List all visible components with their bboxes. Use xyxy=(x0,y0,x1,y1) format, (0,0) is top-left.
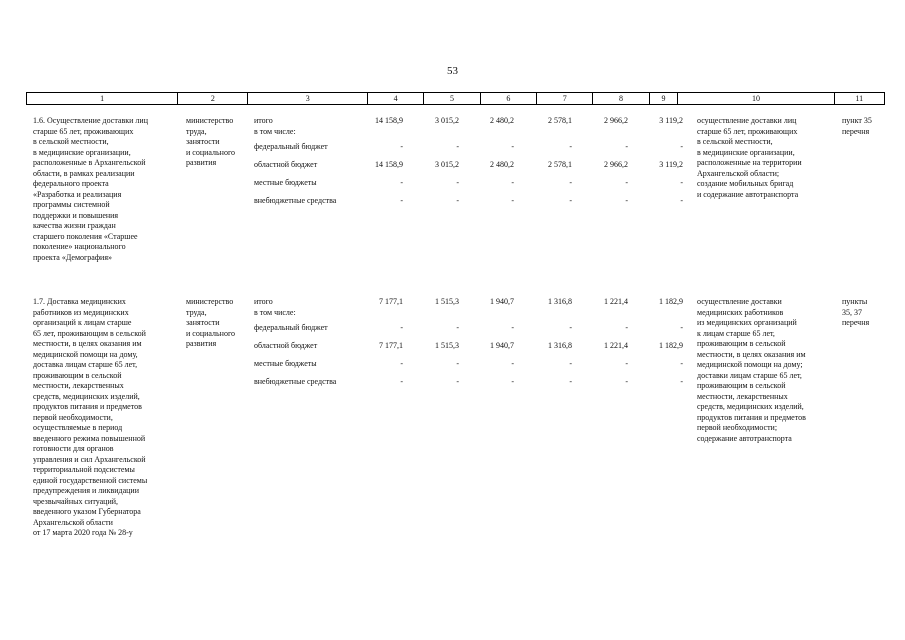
row-1-6-result-line: расположенные на территории xyxy=(697,158,802,167)
row-1-7-description-line: продуктов питания и предметов xyxy=(33,402,142,411)
row-1-6-description-line: качества жизни граждан xyxy=(33,221,116,230)
row-1-7-local-value: - xyxy=(400,358,403,368)
row-1-7-executor-line: труда, xyxy=(186,307,207,317)
row-1-7-funding-source: в том числе: xyxy=(254,307,296,317)
row-1-6-executor-line: министерство xyxy=(186,116,234,125)
row-1-6-description-line: старшего поколения «Старшее xyxy=(33,231,138,241)
row-1-6-executor-line: занятости xyxy=(186,137,220,146)
row-1-6-description-line: в медицинские организации, xyxy=(33,147,131,157)
row-1-6-result-line: Архангельской области; xyxy=(697,168,780,178)
row-1-7-description-line: проживающим в сельской xyxy=(33,370,122,380)
row-1-6-description-line: федерального проекта xyxy=(33,179,109,188)
row-1-7-total-value: 1 182,9 xyxy=(659,297,683,306)
row-1-7-result-line: продуктов питания и предметов xyxy=(697,412,806,422)
row-1-7-result-line: проживающим в сельской xyxy=(697,381,786,390)
row-1-7-regional-value: 1 221,4 xyxy=(604,341,628,351)
row-1-7-description-line: введенного режима повышенной xyxy=(33,433,146,443)
row-1-7-result-line: проживающим в сельской xyxy=(697,339,786,348)
row-1-6-extra-value: - xyxy=(511,195,514,205)
row-1-6-local-value: - xyxy=(680,177,683,187)
row-1-6-total-value: 3 119,2 xyxy=(659,116,683,125)
row-1-7-description-line: средств, медицинских изделий, xyxy=(33,391,140,401)
row-1-7-regional-value: 1 316,8 xyxy=(548,341,572,351)
row-1-6-total-value: 2 480,2 xyxy=(490,116,514,125)
row-1-7-description-line: чрезвычайных ситуаций, xyxy=(33,496,119,506)
row-1-6-total-value: 3 015,2 xyxy=(435,116,459,125)
row-1-6-federal-value: - xyxy=(456,142,459,152)
row-1-6-regional-value: 3 015,2 xyxy=(435,160,459,170)
row-1-6-extra-value: - xyxy=(680,195,683,205)
row-1-6-result-line: в медицинские организации, xyxy=(697,147,795,157)
row-1-7-executor-line: занятости xyxy=(186,318,220,327)
row-1-7-description-line: местности, в целях оказания им xyxy=(33,339,142,348)
row-1-7-executor-line: развития xyxy=(186,339,217,348)
row-1-7-extra-value: - xyxy=(456,376,459,386)
row-1-6-regional-value: 14 158,9 xyxy=(375,160,403,170)
header-col-4: 4 xyxy=(367,93,423,104)
row-1-6-extra-value: - xyxy=(456,195,459,205)
row-1-6-extra-value: - xyxy=(400,195,403,205)
row-1-6-result-line: осуществление доставки лиц xyxy=(697,116,797,125)
row-1-6-federal-value: - xyxy=(511,142,514,152)
header-col-2: 2 xyxy=(177,93,247,104)
row-1-7-result-line: местности, в целях оказания им xyxy=(697,349,806,359)
header-col-6: 6 xyxy=(480,93,536,104)
header-col-11: 11 xyxy=(834,93,884,104)
row-1-6-description-line: «Разработка и реализация xyxy=(33,189,122,199)
row-1-6-result-line: и содержание автотранспорта xyxy=(697,189,799,199)
row-1-6-funding-source: внебюджетные средства xyxy=(254,195,337,205)
row-1-6-funding-source: итого xyxy=(254,116,273,125)
row-1-6-executor-line: развития xyxy=(186,158,217,167)
row-1-6-local-value: - xyxy=(569,177,572,187)
row-1-7-result-line: первой необходимости; xyxy=(697,423,778,432)
row-1-6-description-line: поколение» национального xyxy=(33,242,126,251)
row-1-6-funding-source: местные бюджеты xyxy=(254,177,317,187)
row-1-7-result-line: доставки лицам старше 65 лет, xyxy=(697,370,802,380)
row-1-6-description-line: области, в рамках реализации xyxy=(33,168,135,178)
row-1-7-result-line: медицинских работников xyxy=(697,307,784,317)
row-1-6-executor-line: и социального xyxy=(186,147,236,157)
row-1-7-funding-source: внебюджетные средства xyxy=(254,376,337,386)
row-1-6-federal-value: - xyxy=(569,142,572,152)
row-1-6-extra-value: - xyxy=(569,195,572,205)
row-1-6-regional-value: 2 578,1 xyxy=(548,160,572,170)
row-1-6-federal-value: - xyxy=(400,142,403,152)
row-1-7-total-value: 7 177,1 xyxy=(379,297,403,306)
row-1-7-result-line: осуществление доставки xyxy=(697,297,782,306)
row-1-7-local-value: - xyxy=(680,358,683,368)
row-1-7-local-value: - xyxy=(511,358,514,368)
header-col-7: 7 xyxy=(536,93,592,104)
row-1-6-funding-source: в том числе: xyxy=(254,126,296,136)
row-1-6-description-line: расположенные в Архангельской xyxy=(33,158,146,167)
row-1-6-funding-source: федеральный бюджет xyxy=(254,142,328,152)
row-1-7-result-line: местности, лекарственных xyxy=(697,391,788,401)
row-1-6-result-line: старше 65 лет, проживающих xyxy=(697,126,798,136)
row-1-7-funding-source: итого xyxy=(254,297,273,306)
row-1-7-reference-line: 35, 37 xyxy=(842,307,862,317)
row-1-7-description-line: местности, лекарственных xyxy=(33,381,124,390)
row-1-7-extra-value: - xyxy=(511,376,514,386)
row-1-7-description-line: 65 лет, проживающим в сельской xyxy=(33,328,146,338)
row-1-7-executor-line: министерство xyxy=(186,297,234,306)
row-1-7-federal-value: - xyxy=(511,323,514,333)
row-1-7-federal-value: - xyxy=(456,323,459,333)
row-1-7-regional-value: 1 940,7 xyxy=(490,341,514,351)
row-1-7-extra-value: - xyxy=(680,376,683,386)
table-header-row xyxy=(26,92,885,105)
row-1-7-result-line: содержание автотранспорта xyxy=(697,433,792,443)
row-1-7-result-line: медицинской помощи на дому; xyxy=(697,360,803,369)
row-1-6-regional-value: 2 480,2 xyxy=(490,160,514,170)
row-1-6-description-line: старше 65 лет, проживающих xyxy=(33,126,134,136)
row-1-7-description-line: доставка лицам старше 65 лет, xyxy=(33,360,138,369)
row-1-6-local-value: - xyxy=(400,177,403,187)
header-col-9: 9 xyxy=(649,93,678,104)
page-number: 53 xyxy=(447,65,458,77)
row-1-6-description-line: 1.6. Осуществление доставки лиц xyxy=(33,116,148,125)
row-1-7-total-value: 1 515,3 xyxy=(435,297,459,306)
row-1-7-description-line: Архангельской области xyxy=(33,517,113,527)
row-1-7-description-line: работников из медицинских xyxy=(33,307,129,317)
row-1-7-extra-value: - xyxy=(400,376,403,386)
header-col-10: 10 xyxy=(677,93,833,104)
row-1-6-result-line: создание мобильных бригад xyxy=(697,179,794,188)
row-1-6-local-value: - xyxy=(456,177,459,187)
row-1-7-total-value: 1 316,8 xyxy=(548,297,572,306)
row-1-7-funding-source: федеральный бюджет xyxy=(254,323,328,333)
row-1-6-description-line: в сельской местности, xyxy=(33,137,109,146)
row-1-7-description-line: единой государственной системы xyxy=(33,475,148,485)
row-1-7-funding-source: областной бюджет xyxy=(254,341,318,351)
row-1-6-description-line: программы системной xyxy=(33,200,110,209)
row-1-7-extra-value: - xyxy=(625,376,628,386)
row-1-6-reference-line: перечня xyxy=(842,126,870,136)
row-1-7-regional-value: 7 177,1 xyxy=(379,341,403,351)
row-1-7-local-value: - xyxy=(625,358,628,368)
header-col-5: 5 xyxy=(423,93,479,104)
row-1-7-reference-line: пункты xyxy=(842,297,868,306)
row-1-7-funding-source: местные бюджеты xyxy=(254,358,317,368)
header-col-1: 1 xyxy=(100,94,105,103)
row-1-6-federal-value: - xyxy=(680,142,683,152)
row-1-7-extra-value: - xyxy=(569,376,572,386)
row-1-7-reference-line: перечня xyxy=(842,318,870,327)
row-1-7-description-line: 1.7. Доставка медицинских xyxy=(33,297,126,306)
row-1-7-federal-value: - xyxy=(680,323,683,333)
row-1-7-result-line: средств, медицинских изделий, xyxy=(697,402,804,411)
row-1-6-total-value: 14 158,9 xyxy=(375,116,403,125)
row-1-6-local-value: - xyxy=(625,177,628,187)
row-1-7-local-value: - xyxy=(569,358,572,368)
row-1-6-regional-value: 3 119,2 xyxy=(659,160,683,170)
row-1-7-federal-value: - xyxy=(625,323,628,333)
row-1-7-regional-value: 1 182,9 xyxy=(659,341,683,351)
row-1-7-description-line: предупреждения и ликвидации xyxy=(33,486,139,495)
row-1-7-description-line: организаций к лицам старше xyxy=(33,318,132,327)
row-1-6-extra-value: - xyxy=(625,195,628,205)
row-1-6-total-value: 2 966,2 xyxy=(604,116,628,125)
row-1-6-total-value: 2 578,1 xyxy=(548,116,572,125)
header-col-8: 8 xyxy=(592,93,648,104)
row-1-7-federal-value: - xyxy=(400,323,403,333)
row-1-7-description-line: от 17 марта 2020 года № 28-у xyxy=(33,528,133,537)
row-1-6-local-value: - xyxy=(511,177,514,187)
row-1-7-description-line: осуществляемые в период xyxy=(33,423,123,432)
row-1-6-description-line: поддержки и повышения xyxy=(33,210,119,220)
row-1-7-total-value: 1 221,4 xyxy=(604,297,628,306)
row-1-7-result-line: к лицам старше 65 лет, xyxy=(697,328,775,338)
row-1-7-executor-line: и социального xyxy=(186,328,236,338)
row-1-7-result-line: из медицинских организаций xyxy=(697,318,797,327)
row-1-7-description-line: готовности для органов xyxy=(33,444,114,453)
row-1-6-result-line: в сельской местности, xyxy=(697,137,773,146)
row-1-7-local-value: - xyxy=(456,358,459,368)
row-1-7-total-value: 1 940,7 xyxy=(490,297,514,306)
row-1-7-description-line: введенного указом Губернатора xyxy=(33,507,141,516)
row-1-6-funding-source: областной бюджет xyxy=(254,160,318,170)
row-1-7-description-line: территориальной подсистемы xyxy=(33,465,135,474)
row-1-7-description-line: управления и сил Архангельской xyxy=(33,454,146,464)
row-1-6-reference-line: пункт 35 xyxy=(842,116,872,125)
row-1-6-regional-value: 2 966,2 xyxy=(604,160,628,170)
row-1-7-description-line: первой необходимости, xyxy=(33,412,113,422)
row-1-6-federal-value: - xyxy=(625,142,628,152)
row-1-7-description-line: медицинской помощи на дому, xyxy=(33,349,138,359)
row-1-6-description-line: проекта «Демография» xyxy=(33,252,112,262)
row-1-6-executor-line: труда, xyxy=(186,126,207,136)
header-col-3: 3 xyxy=(247,93,367,104)
row-1-7-federal-value: - xyxy=(569,323,572,333)
row-1-7-regional-value: 1 515,3 xyxy=(435,341,459,351)
